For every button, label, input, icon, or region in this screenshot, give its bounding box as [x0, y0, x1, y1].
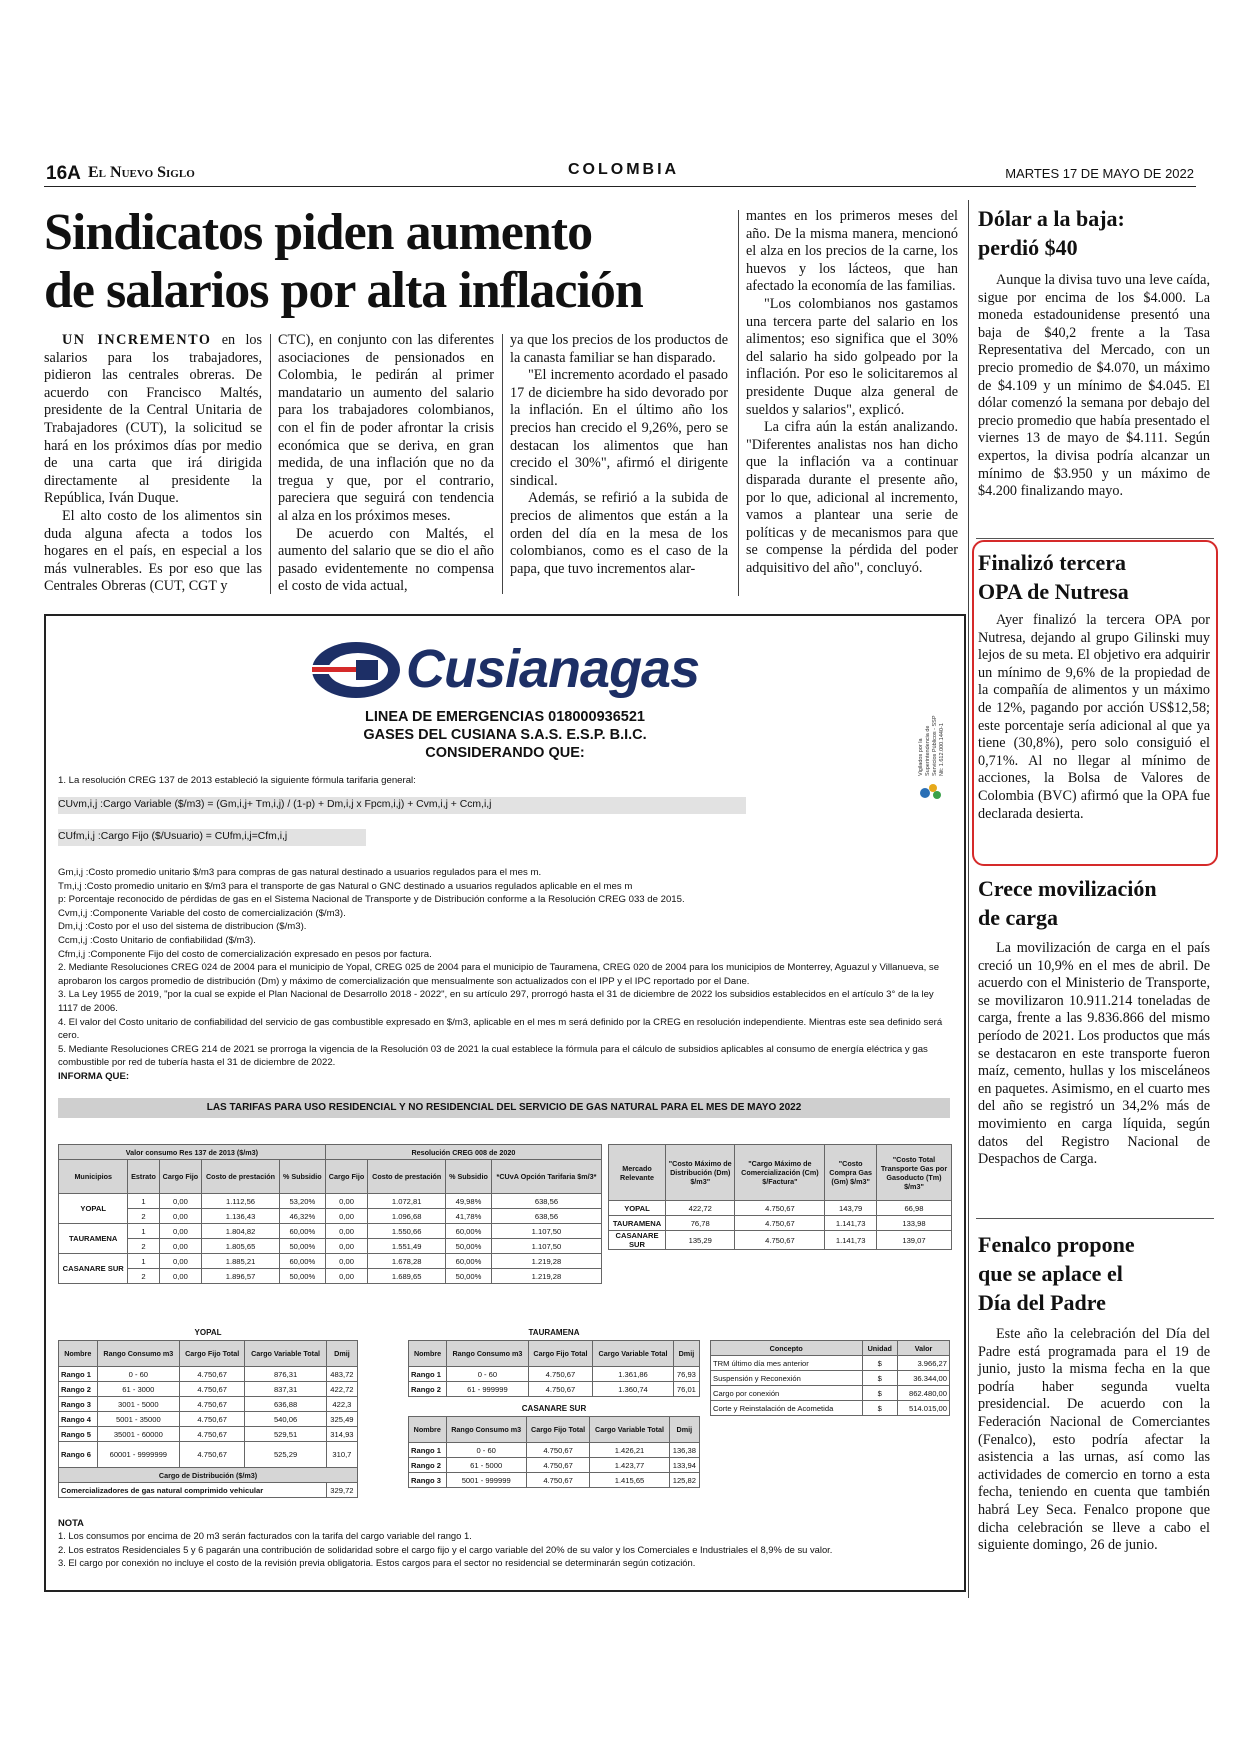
- table-cell: 422,72: [666, 1201, 735, 1216]
- table-row: [59, 1427, 358, 1442]
- title-line: Crece movilización: [978, 876, 1157, 901]
- table-cell: 862.480,00: [897, 1386, 949, 1401]
- column-header: Mercado Relevante: [609, 1145, 666, 1201]
- table-cell: Cargo por conexión: [711, 1386, 863, 1401]
- sidebar-body-fenalco: [978, 1326, 1210, 1555]
- table-row: [59, 1442, 358, 1468]
- paragraph: CTC), en conjunto con las diferentes asociaciones de pensionados en Colombia, le pedirán al primer mandatario un aumento del salario para los trabajadores colombianos, con el fin de poder afrontar la crisis económica que se deriva, en gran medida, de una inflación que no da tregua y que, por el contrario, pareciera que seguirá con tendencia al alza en los próximos meses.: [278, 332, 494, 524]
- cusianagas-advertisement: [44, 614, 966, 1592]
- market-cost-table: [608, 1144, 952, 1250]
- definition: Cfm,i,j :Componente Fijo del costo de comercialización expresado en pesos por factura.: [58, 948, 432, 960]
- table-cell: 483,72: [326, 1367, 357, 1382]
- column-header: Valor: [897, 1341, 949, 1356]
- table-cell: 1.423,77: [590, 1458, 669, 1473]
- table-cell: 136,38: [669, 1443, 699, 1458]
- table-cell: 514.015,00: [897, 1401, 949, 1416]
- sidebar-body-dolar: [978, 272, 1210, 501]
- notes-title: NOTA: [58, 1517, 84, 1528]
- table-group-header: Valor consumo Res 137 de 2013 ($/m3): [59, 1145, 326, 1160]
- table-cell: 0 - 60: [447, 1367, 529, 1382]
- table-row: [59, 1224, 602, 1239]
- table-cell: Rango 5: [59, 1427, 98, 1442]
- column-header: *CUvA Opción Tarifaria $m/3*: [491, 1160, 601, 1194]
- table-cell: 638,56: [491, 1209, 601, 1224]
- considering-heading: CONSIDERANDO QUE:: [425, 745, 585, 761]
- tauramena-range-table: [408, 1340, 700, 1397]
- table-cell: 1.885,21: [202, 1254, 280, 1269]
- table-row: [59, 1367, 358, 1382]
- table-cell: 133,94: [669, 1458, 699, 1473]
- title-line: Día del Padre: [978, 1290, 1106, 1315]
- sidebar-body-carga: [978, 940, 1210, 1169]
- column-header: "Costo Compra Gas (Gm) $/m3": [825, 1145, 877, 1201]
- table-cell: $: [862, 1356, 897, 1371]
- sidebar-rule: [976, 538, 1214, 539]
- table-cell: 1.112,56: [202, 1194, 280, 1209]
- column-header: Dmij: [326, 1341, 357, 1367]
- newspaper-name: El Nuevo Siglo: [88, 164, 195, 181]
- table-cell: Rango 1: [409, 1443, 447, 1458]
- article-column-3: [510, 332, 728, 578]
- casanare-range-table: [408, 1416, 700, 1488]
- table-cell: 422,72: [326, 1382, 357, 1397]
- item-1: 1. La resolución CREG 137 de 2013 estableció la siguiente fórmula tarifaria general:: [58, 775, 416, 786]
- table-row: [59, 1382, 358, 1397]
- table-cell: 1.361,86: [593, 1367, 674, 1382]
- table-cell: 4.750,67: [526, 1473, 589, 1488]
- formula-variable: CUvm,i,j :Cargo Variable ($/m3) = (Gm,i,j+ Tm,i,j) / (1-p) + Dm,i,j x Fpcm,i,j) + Cvm,i,j + Ccm,i,j: [58, 799, 492, 810]
- table-cell: 314,93: [326, 1427, 357, 1442]
- table-row: [711, 1386, 950, 1401]
- table-cell: 50,00%: [446, 1239, 492, 1254]
- table-cell: 1: [128, 1194, 159, 1209]
- table-row: [711, 1356, 950, 1371]
- sidebar-title-fenalco: [978, 1230, 1208, 1317]
- table-cell: 60,00%: [279, 1254, 325, 1269]
- table-caption-tauramena: TAURAMENA: [528, 1328, 580, 1337]
- title-line: OPA de Nutresa: [978, 579, 1129, 604]
- table-cell: Rango 1: [409, 1367, 447, 1382]
- footer-label: Comercializadores de gas natural comprimido vehicular: [59, 1483, 327, 1498]
- table-cell: 0,00: [325, 1239, 368, 1254]
- table-cell: 50,00%: [279, 1269, 325, 1284]
- table-cell: 5001 - 999999: [446, 1473, 526, 1488]
- numbered-item: 4. El valor del Costo unitario de confiabilidad del servicio de gas combustible expresado en $/m3, aplicable en el mes m será definido por la CREG en resolución independiente. Mientras este sea definido será cero.: [58, 1016, 943, 1042]
- column-header: Nombre: [59, 1341, 98, 1367]
- table-row: [409, 1473, 700, 1488]
- notes-section: [58, 1516, 832, 1570]
- numbered-item: 3. La Ley 1955 de 2019, "por la cual se expide el Plan Nacional de Desarrollo 2018 - 2022", en su artículo 297, prorrogó hasta el 31 de diciembre de 2022 los subsidios establecidos en el artículo 3° de la ley 1117 de 2006.: [58, 989, 934, 1014]
- column-header: Cargo Fijo: [159, 1160, 202, 1194]
- header-rule: [44, 186, 1196, 187]
- column-header: Nombre: [409, 1341, 447, 1367]
- company-name: GASES DEL CUSIANA S.A.S. E.S.P. B.I.C.: [363, 727, 647, 743]
- table-cell: 0,00: [325, 1224, 368, 1239]
- table-row: [59, 1194, 602, 1209]
- table-cell: 76,78: [666, 1216, 735, 1231]
- table-cell: 1: [128, 1254, 159, 1269]
- column-header: Cargo Fijo Total: [180, 1341, 245, 1367]
- table-cell: 41,78%: [446, 1209, 492, 1224]
- municipality-cell: YOPAL: [59, 1194, 128, 1224]
- table-cell: 0,00: [159, 1194, 202, 1209]
- table-cell: 61 - 3000: [97, 1382, 180, 1397]
- table-row: [409, 1458, 700, 1473]
- column-header: "Cargo Máximo de Comercialización (Cm) $/Factura": [735, 1145, 825, 1201]
- column-header: Costo de prestación: [368, 1160, 446, 1194]
- table-cell: 60,00%: [279, 1224, 325, 1239]
- table-row: [59, 1397, 358, 1412]
- table-cell: 4.750,67: [735, 1216, 825, 1231]
- table-cell: 1.219,28: [491, 1269, 601, 1284]
- table-cell: 1.896,57: [202, 1269, 280, 1284]
- footer-value: 329,72: [326, 1483, 357, 1498]
- paragraph: Además, se refirió a la subida de precios de alimentos que están a la orden del día en la mesa de los colombianos, como es el caso de la papa, que tuvo incrementos alar-: [510, 490, 728, 577]
- brand-logo: [308, 634, 728, 704]
- column-divider: [738, 210, 739, 596]
- note-item: 3. El cargo por conexión no incluye el costo de la revisión previa obligatoria. Estos cargos para el sector no residencial se determinarán según cotización.: [58, 1557, 696, 1569]
- column-header: Unidad: [862, 1341, 897, 1356]
- emergency-line: LINEA DE EMERGENCIAS 018000936521: [365, 709, 645, 725]
- table-row: [59, 1239, 602, 1254]
- article-column-4: [746, 208, 958, 577]
- brand-name: Cusianagas: [406, 639, 700, 699]
- column-header: Rango Consumo m3: [446, 1417, 526, 1443]
- tariff-band: LAS TARIFAS PARA USO RESIDENCIAL Y NO RESIDENCIAL DEL SERVICIO DE GAS NATURAL PARA EL MES DE MAYO 2022: [58, 1098, 950, 1118]
- column-header: Rango Consumo m3: [97, 1341, 180, 1367]
- informa-heading: INFORMA QUE:: [58, 1070, 130, 1082]
- table-row: [59, 1412, 358, 1427]
- table-row: [409, 1367, 700, 1382]
- table-cell: 529,51: [245, 1427, 327, 1442]
- table-cell: 638,56: [491, 1194, 601, 1209]
- column-header: Estrato: [128, 1160, 159, 1194]
- paragraph: La cifra aún la están analizando. "Diferentes analistas nos han dicho que la inflación va a continuar disparada durante el presente año, por lo que, adicional al incremento, vamos a plantear una serie de políticas y de mecanismos para que se compense la pérdida del poder adquisitivo del año", concluyó.: [746, 419, 958, 576]
- table-row: [609, 1231, 952, 1250]
- concept-charges-table: [710, 1340, 950, 1416]
- table-cell: 1.689,65: [368, 1269, 446, 1284]
- table-row: [711, 1401, 950, 1416]
- table-cell: 1.107,50: [491, 1224, 601, 1239]
- definitions-list: [58, 866, 948, 1084]
- table-cell: Rango 4: [59, 1412, 98, 1427]
- municipality-cell: TAURAMENA: [59, 1224, 128, 1254]
- table-cell: 1.551,49: [368, 1239, 446, 1254]
- table-cell: Rango 3: [59, 1397, 98, 1412]
- table-cell: Rango 3: [409, 1473, 447, 1488]
- definition: Gm,i,j :Costo promedio unitario $/m3 para compras de gas natural destinado a usuarios regulados para el mes m.: [58, 867, 542, 878]
- table-cell: 0,00: [325, 1269, 368, 1284]
- table-cell: 422,3: [326, 1397, 357, 1412]
- table-row: [409, 1443, 700, 1458]
- column-divider: [270, 334, 271, 594]
- table-cell: 4.750,67: [528, 1382, 592, 1397]
- column-header: "Costo Total Transporte Gas por Gasoducto (Tm) $/m3": [876, 1145, 951, 1201]
- table-cell: 35001 - 60000: [97, 1427, 180, 1442]
- column-header: Cargo Variable Total: [593, 1341, 674, 1367]
- table-cell: 1.096,68: [368, 1209, 446, 1224]
- section-name: COLOMBIA: [568, 161, 680, 178]
- table-cell: 0,00: [159, 1254, 202, 1269]
- column-divider: [502, 334, 503, 594]
- table-cell: 49,98%: [446, 1194, 492, 1209]
- table-cell: 2: [128, 1239, 159, 1254]
- table-row: [59, 1269, 602, 1284]
- column-header: Costo de prestación: [202, 1160, 280, 1194]
- table-cell: 4.750,67: [735, 1201, 825, 1216]
- page-number: 16A: [46, 163, 81, 184]
- column-header: Cargo Fijo Total: [528, 1341, 592, 1367]
- note-item: 2. Los estratos Residenciales 5 y 6 pagarán una contribución de solidaridad sobre el cargo fijo y el cargo variable del 20% de su valor y los Comerciales e Industriales el 8,9% de su valor.: [58, 1543, 833, 1555]
- paragraph: De acuerdo con Maltés, el aumento del salario que se dio el año pasado evidentemente no compensa el costo de vida actual,: [278, 525, 494, 595]
- table-cell: 0,00: [159, 1239, 202, 1254]
- table-cell: 2: [128, 1209, 159, 1224]
- table-cell: 4.750,67: [180, 1412, 245, 1427]
- table-cell: $: [862, 1386, 897, 1401]
- table-cell: 540,06: [245, 1412, 327, 1427]
- column-header: Municipios: [59, 1160, 128, 1194]
- footer-header: Cargo de Distribución ($/m3): [59, 1468, 358, 1483]
- table-cell: 1.107,50: [491, 1239, 601, 1254]
- table-cell: 2: [128, 1269, 159, 1284]
- column-header: Dmij: [669, 1417, 699, 1443]
- ssp-logo-icon: [918, 782, 944, 800]
- numbered-item: 5. Mediante Resoluciones CREG 214 de 2021 se prorroga la vigencia de la Resolución 03 de 2021 la cual establece la fórmula para el cálculo de subsidios aplicables al consumo de energía eléctrica y gas combustible por red de tubería hasta el 31 de diciembre de 2022.: [58, 1043, 928, 1069]
- column-header: Dmij: [673, 1341, 699, 1367]
- table-cell: 46,32%: [279, 1209, 325, 1224]
- numbered-item: 2. Mediante Resoluciones CREG 024 de 2004 para el municipio de Yopal, CREG 025 de 2004 para el municipio de Tauramena, CREG 020 de 2004 para los municipios de Monterrey, Aguazul y Villanueva, se aprobaron los cargos promedio de distribución (Dm) y máximo de comercialización que mensualmente son actualizados con el IPP y el IPC reportado por el Dane.: [58, 962, 940, 987]
- table-cell: 0 - 60: [446, 1443, 526, 1458]
- table-cell: 1: [128, 1224, 159, 1239]
- table-cell: Rango 2: [59, 1382, 98, 1397]
- headline-line-1: Sindicatos piden aumento: [44, 204, 593, 261]
- definition: p: Porcentaje reconocido de pérdidas de gas en el Sistema Nacional de Transporte y de Distribución conforme a la Resolución CREG 033 de 2015.: [58, 894, 685, 906]
- paragraph: "El incremento acordado el pasado 17 de diciembre ha sido devorado por la inflación. En el último año los precios han crecido el 9,26%, pero se destacan los alimentos que han crecido el 30%", afirmó el dirigente sindical.: [510, 367, 728, 489]
- table-cell: 1.072,81: [368, 1194, 446, 1209]
- table-cell: 0,00: [159, 1224, 202, 1239]
- column-header: Cargo Fijo: [325, 1160, 368, 1194]
- definition: Tm,i,j :Costo promedio unitario en $/m3 para el transporte de gas Natural o GNC destinado a usuarios regulados aplicable en el mes m: [58, 880, 633, 892]
- paragraph: Ayer finalizó la tercera OPA por Nutresa, dejando al grupo Gilinski muy lejos de su meta. El objetivo era adquirir un mínimo de 9,6% de la propiedad de la compañía de alimentos y un máximo de 12%, pagando por acción US$12,58; este porcentaje sería adicional al que ya tiene (30,8%), pero solo consiguió el 0,71%. Al no llegar al mínimo de acciones, la Bolsa de Valores de Colombia (BVC) afirmó que la OPA fue declarada desierta.: [978, 612, 1210, 822]
- formula-fixed: CUfm,i,j :Cargo Fijo ($/Usuario) = CUfm,i,j=Cfm,i,j: [58, 831, 288, 842]
- table-cell: TAURAMENA: [609, 1216, 666, 1231]
- lead-caps: UN INCREMENTO: [62, 332, 212, 348]
- sidebar-title-carga: [978, 874, 1208, 932]
- table-cell: 1.219,28: [491, 1254, 601, 1269]
- table-caption-casanare: CASANARE SUR: [521, 1404, 587, 1413]
- table-cell: 4.750,67: [180, 1397, 245, 1412]
- table-row: [711, 1371, 950, 1386]
- table-cell: 636,88: [245, 1397, 327, 1412]
- table-cell: 76,01: [673, 1382, 699, 1397]
- table-cell: 50,00%: [446, 1269, 492, 1284]
- table-cell: YOPAL: [609, 1201, 666, 1216]
- paragraph: en los salarios para los trabajadores, pidieron las centrales obreras. De acuerdo con Francisco Maltés, presidente de la Central Unitaria de Trabajadores (CUT), la solicitud se hará en los próximos días por medio de una carta que irá dirigida directamente al presidente la República, Iván Duque.: [44, 332, 262, 507]
- column-header: % Subsidio: [446, 1160, 492, 1194]
- table-cell: Suspensión y Reconexión: [711, 1371, 863, 1386]
- definition: Dm,i,j :Costo por el uso del sistema de distribucion ($/m3).: [58, 921, 307, 933]
- table-row: [59, 1209, 602, 1224]
- article-column-1: [44, 332, 262, 596]
- issue-date: MARTES 17 DE MAYO DE 2022: [1005, 166, 1194, 181]
- title-line: que se aplace el: [978, 1261, 1123, 1286]
- table-cell: 1.805,65: [202, 1239, 280, 1254]
- supervision-notice: Vigilados por la Superintendencia de Servicios Públicos - SSP Nit: 1.612.000.1440-1: [918, 715, 945, 776]
- title-line: Finalizó tercera: [978, 550, 1127, 575]
- headline-line-2: de salarios por alta inflación: [44, 262, 643, 319]
- column-header: % Subsidio: [279, 1160, 325, 1194]
- table-row: [409, 1382, 700, 1397]
- table-cell: 76,93: [673, 1367, 699, 1382]
- table-cell: 4.750,67: [180, 1382, 245, 1397]
- column-header: Cargo Fijo Total: [526, 1417, 589, 1443]
- table-cell: Rango 1: [59, 1367, 98, 1382]
- table-cell: Corte y Reinstalación de Acometida: [711, 1401, 863, 1416]
- table-cell: 1.141,73: [825, 1231, 877, 1250]
- paragraph: La movilización de carga en el país creció un 10,9% en el mes de abril. De acuerdo con el Ministerio de Transporte, se movilizaron 10.911.214 toneladas de carga, frente a las 9.836.866 del mismo período de 2021. Los productos que más se destacaron en este transporte fueron maíz, cemento, hullas y los misceláneos en paquetes. Asimismo, en el cuarto mes del año se registró un 34,2% más de movimiento en carga líquida, según datos del Registro Nacional de Despachos de Carga.: [978, 940, 1210, 1168]
- column-header: Cargo Variable Total: [245, 1341, 327, 1367]
- title-line: de carga: [978, 905, 1059, 930]
- table-cell: 837,31: [245, 1382, 327, 1397]
- table-cell: TRM último día mes anterior: [711, 1356, 863, 1371]
- tariff-table-residential: [58, 1144, 602, 1284]
- title-line: Fenalco propone: [978, 1232, 1135, 1257]
- table-cell: 4.750,67: [180, 1427, 245, 1442]
- table-cell: 36.344,00: [897, 1371, 949, 1386]
- paragraph: "Los colombianos nos gastamos una tercera parte del salario en los alimentos; eso significa que el 30% del salario ha sido golpeado por la inflación. Por eso le solicitaremos al presidente Duque alza general de sueldos y salarios", explicó.: [746, 295, 958, 418]
- table-cell: 135,29: [666, 1231, 735, 1250]
- table-cell: 1.415,65: [590, 1473, 669, 1488]
- table-cell: 4.750,67: [735, 1231, 825, 1250]
- table-cell: 125,82: [669, 1473, 699, 1488]
- table-group-header: Resolución CREG 008 de 2020: [325, 1145, 601, 1160]
- table-cell: 310,7: [326, 1442, 357, 1468]
- table-cell: 1.360,74: [593, 1382, 674, 1397]
- table-cell: CASANARE SUR: [609, 1231, 666, 1250]
- table-cell: 4.750,67: [528, 1367, 592, 1382]
- table-caption-yopal: YOPAL: [194, 1328, 222, 1337]
- table-row: [59, 1483, 358, 1498]
- title-line: perdió $40: [978, 235, 1078, 260]
- table-cell: 0 - 60: [97, 1367, 180, 1382]
- table-cell: 53,20%: [279, 1194, 325, 1209]
- definition: Cvm,i,j :Componente Variable del costo de comercialización ($/m3).: [58, 907, 346, 919]
- table-cell: 1.141,73: [825, 1216, 877, 1231]
- paragraph: ya que los precios de los productos de la canasta familiar se han disparado.: [510, 332, 728, 366]
- article-column-2: [278, 332, 494, 596]
- table-cell: 3001 - 5000: [97, 1397, 180, 1412]
- table-cell: 139,07: [876, 1231, 951, 1250]
- table-cell: $: [862, 1371, 897, 1386]
- paragraph: Este año la celebración del Día del Padre está programada para el 19 de junio, justo la misma fecha en la que podría haber segunda vuelta presidencial. De acuerdo con la Federación Nacional de Comerciantes (Fenalco), esto podría afectar la asistencia a las urnas, así como las actividades de comercio en torno a esta fecha, teniendo en cuenta que también habrá Ley Seca. Fenalco propone que dicha celebración se lleve a cabo el siguiente domingo, 26 de junio.: [978, 1326, 1210, 1554]
- table-cell: 3.966,27: [897, 1356, 949, 1371]
- title-line: Dólar a la baja:: [978, 206, 1125, 231]
- logo-mark-icon: [308, 634, 408, 704]
- main-headline: [44, 204, 724, 320]
- table-cell: 60,00%: [446, 1224, 492, 1239]
- table-cell: Rango 2: [409, 1458, 447, 1473]
- table-cell: 1.550,66: [368, 1224, 446, 1239]
- column-header: Rango Consumo m3: [447, 1341, 529, 1367]
- sidebar-title-nutresa: [978, 548, 1208, 606]
- table-cell: 50,00%: [279, 1239, 325, 1254]
- municipality-cell: CASANARE SUR: [59, 1254, 128, 1284]
- table-cell: 0,00: [325, 1209, 368, 1224]
- table-cell: 1.678,28: [368, 1254, 446, 1269]
- sidebar-title-dolar: [978, 204, 1208, 262]
- sidebar-divider: [968, 200, 969, 1598]
- paragraph: Aunque la divisa tuvo una leve caída, sigue por encima de los $4.000. La moneda estadounidense presentó una baja de $40,2 frente a la Tasa Representativa del Mercado, con un precio promedio de $4.070, un máximo de $4.109 y un mínimo de $4.045. El dólar comenzó la semana por debajo del precio promedio que había presentado el viernes 13 de mayo de $4.111. Según expertos, la divisa podría alcanzar un mínimo de $3.950 y un máximo de $4.200 finalizando mayo.: [978, 272, 1210, 500]
- table-cell: 143,79: [825, 1201, 877, 1216]
- table-cell: 0,00: [325, 1254, 368, 1269]
- sidebar-body-nutresa: [978, 612, 1210, 823]
- table-cell: 5001 - 35000: [97, 1412, 180, 1427]
- yopal-range-table: [58, 1340, 358, 1498]
- paragraph: mantes en los primeros meses del año. De la misma manera, mencionó el alza en los precios de la carne, los huevos y los lácteos, que han afectado la economía de las familias.: [746, 208, 958, 295]
- table-cell: 66,98: [876, 1201, 951, 1216]
- sidebar-rule: [976, 1218, 1214, 1219]
- table-cell: 876,31: [245, 1367, 327, 1382]
- table-cell: $: [862, 1401, 897, 1416]
- table-cell: 4.750,67: [180, 1442, 245, 1468]
- table-cell: Rango 6: [59, 1442, 98, 1468]
- column-header: "Costo Máximo de Distribución (Dm) $/m3": [666, 1145, 735, 1201]
- table-cell: 0,00: [159, 1209, 202, 1224]
- table-cell: 4.750,67: [180, 1367, 245, 1382]
- table-cell: Rango 2: [409, 1382, 447, 1397]
- table-cell: 1.136,43: [202, 1209, 280, 1224]
- table-cell: 61 - 999999: [447, 1382, 529, 1397]
- table-cell: 60,00%: [446, 1254, 492, 1269]
- table-row: [59, 1254, 602, 1269]
- paragraph: El alto costo de los alimentos sin duda alguna afecta a todos los hogares en el país, en especial a los más vulnerables. Es por eso que las Centrales Obreras (CUT, CGT y: [44, 507, 262, 595]
- table-cell: 4.750,67: [526, 1458, 589, 1473]
- column-header: Cargo Variable Total: [590, 1417, 669, 1443]
- table-cell: 60001 - 9999999: [97, 1442, 180, 1468]
- table-cell: 1.804,82: [202, 1224, 280, 1239]
- note-item: 1. Los consumos por encima de 20 m3 serán facturados con la tarifa del cargo variable del rango 1.: [58, 1530, 472, 1542]
- table-cell: 0,00: [159, 1269, 202, 1284]
- column-header: Nombre: [409, 1417, 447, 1443]
- table-cell: 133,98: [876, 1216, 951, 1231]
- definition: Ccm,i,j :Costo Unitario de confiabilidad ($/m3).: [58, 934, 256, 946]
- table-cell: 325,49: [326, 1412, 357, 1427]
- table-row: [609, 1201, 952, 1216]
- table-cell: 4.750,67: [526, 1443, 589, 1458]
- table-cell: 1.426,21: [590, 1443, 669, 1458]
- table-cell: 61 - 5000: [446, 1458, 526, 1473]
- table-cell: 0,00: [325, 1194, 368, 1209]
- column-header: Concepto: [711, 1341, 863, 1356]
- table-row: [609, 1216, 952, 1231]
- table-cell: 525,29: [245, 1442, 327, 1468]
